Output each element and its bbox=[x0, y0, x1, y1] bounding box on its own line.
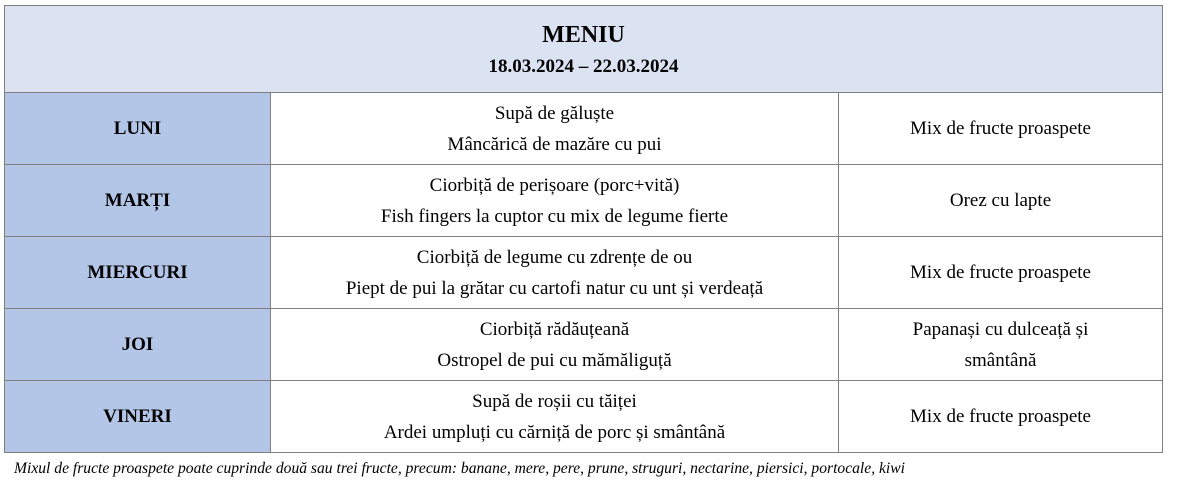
main-course-cell bbox=[271, 165, 839, 237]
soup-item: Supă de găluște bbox=[494, 102, 615, 124]
main-dish-item: Mâncărică de mazăre cu pui bbox=[447, 133, 662, 155]
day-label: MIERCURI bbox=[5, 237, 271, 309]
menu-table bbox=[4, 5, 1163, 453]
dessert-cell bbox=[839, 93, 1163, 165]
main-dish-item: Ardei umpluți cu cărniță de porc și smântână bbox=[383, 421, 726, 443]
day-label: MARȚI bbox=[5, 165, 271, 237]
dessert-cell bbox=[839, 309, 1163, 381]
dessert-item: Orez cu lapte bbox=[949, 190, 1052, 211]
main-dish-item: Fish fingers la cuptor cu mix de legume fierte bbox=[380, 205, 729, 227]
main-dish-item: Piept de pui la grătar cu cartofi natur cu unt și verdeață bbox=[345, 277, 764, 299]
day-label: VINERI bbox=[5, 381, 271, 453]
dessert-cell bbox=[839, 237, 1163, 309]
table-row bbox=[5, 381, 1163, 453]
soup-item: Ciorbiță de legume cu zdrențe de ou bbox=[416, 246, 693, 268]
main-course-cell bbox=[271, 237, 839, 309]
main-course-cell bbox=[271, 93, 839, 165]
dessert-cell bbox=[839, 381, 1163, 453]
dessert-item-line-2: smântână bbox=[964, 349, 1037, 371]
fruit-mix-footnote: Mixul de fructe proaspete poate cuprinde două sau trei fructe, precum: banane, mere, pere, prune, struguri, nectarine, piersici, portocale, kiwi bbox=[14, 460, 905, 477]
soup-item: Supă de roșii cu tăiței bbox=[472, 390, 637, 412]
soup-item: Ciorbiță rădăuțeană bbox=[479, 318, 630, 340]
dessert-item: Mix de fructe proaspete bbox=[910, 262, 1091, 283]
table-row bbox=[5, 309, 1163, 381]
menu-header bbox=[5, 6, 1163, 93]
table-row bbox=[5, 237, 1163, 309]
main-course-cell bbox=[271, 309, 839, 381]
main-dish-item: Ostropel de pui cu mămăliguță bbox=[437, 349, 672, 371]
dessert-item-line-1: Papanași cu dulceață și bbox=[912, 318, 1089, 340]
soup-item: Ciorbiță de perișoare (porc+vită) bbox=[429, 174, 680, 196]
day-label: LUNI bbox=[5, 93, 271, 165]
dessert-item: Mix de fructe proaspete bbox=[910, 118, 1091, 139]
table-row bbox=[5, 93, 1163, 165]
dessert-cell bbox=[839, 165, 1163, 237]
main-course-cell bbox=[271, 381, 839, 453]
dessert-item: Mix de fructe proaspete bbox=[910, 406, 1091, 427]
menu-title: MENIU bbox=[542, 22, 625, 48]
menu-dates: 18.03.2024 – 22.03.2024 bbox=[488, 56, 679, 77]
menu-header-row bbox=[5, 6, 1163, 93]
table-row bbox=[5, 165, 1163, 237]
day-label: JOI bbox=[5, 309, 271, 381]
